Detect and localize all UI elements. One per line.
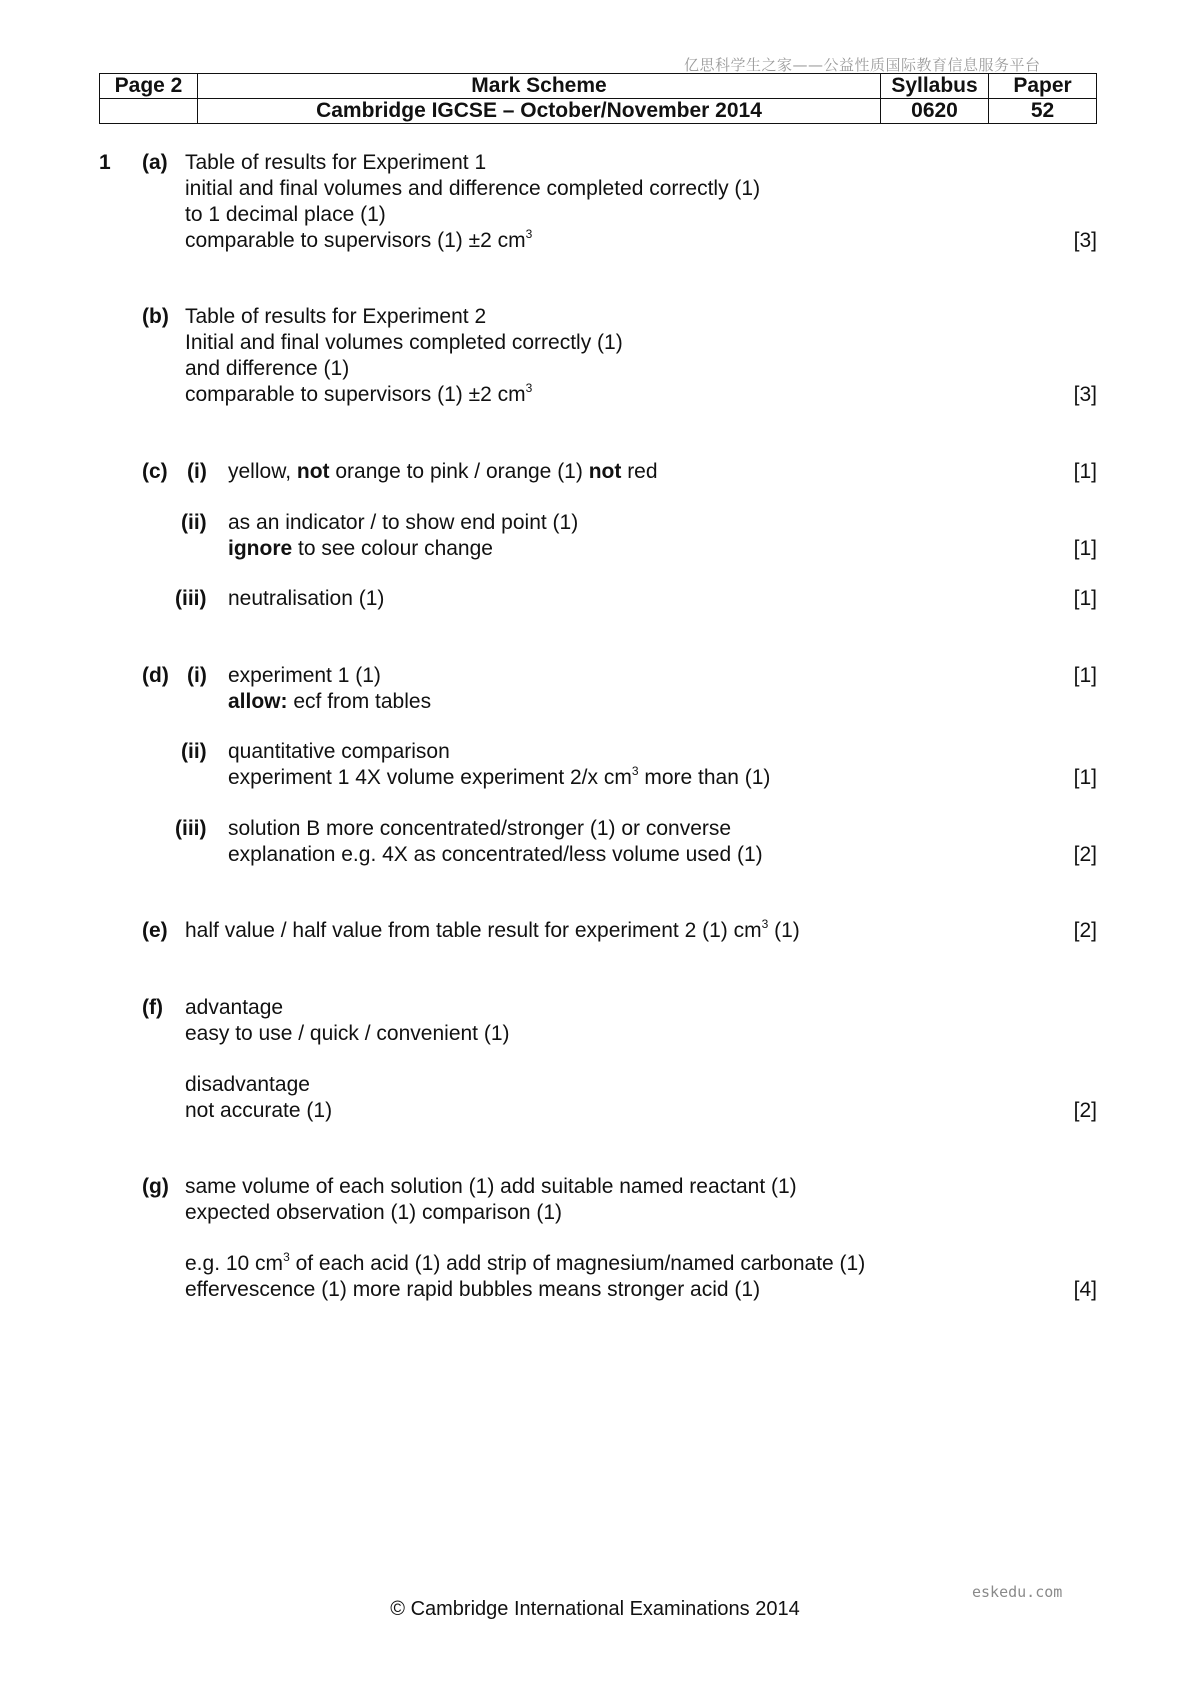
- part-d-ii-line: experiment 1 4X volume experiment 2/x $cm^3$ more than (1): [228, 764, 771, 789]
- part-f-mark: [2]: [1073, 1099, 1097, 1122]
- part-a-line: to 1 decimal place (1): [185, 203, 386, 226]
- copyright-footer: © Cambridge International Examinations 2014: [390, 1598, 800, 1620]
- part-c-ii-line: ignore to see colour change: [228, 537, 493, 560]
- part-d-iii-mark: [2]: [1073, 843, 1097, 866]
- part-a-label: (a): [142, 151, 168, 174]
- page-number: Page 2: [100, 74, 198, 99]
- watermark-top: 亿思科学生之家——公益性质国际教育信息服务平台: [684, 56, 1041, 74]
- part-d-ii-label: (ii): [181, 740, 207, 763]
- part-b-line: comparable to supervisors (1) ±2 $cm^3$: [185, 381, 533, 406]
- part-c-i-label: (i): [187, 460, 207, 483]
- header-table: [99, 73, 1097, 124]
- part-g-mark: [4]: [1073, 1278, 1097, 1301]
- part-b-mark: [3]: [1073, 383, 1097, 406]
- part-b-line: Table of results for Experiment 2: [185, 305, 487, 328]
- part-c-iii-mark: [1]: [1073, 587, 1097, 610]
- part-g-line: e.g. 10 $cm^3$ of each acid (1) add strip of magnesium/named carbonate (1): [185, 1250, 866, 1275]
- paper-label: Paper: [989, 74, 1097, 99]
- part-g-label: (g): [142, 1175, 169, 1198]
- part-g-line: same volume of each solution (1) add suitable named reactant (1): [185, 1175, 797, 1198]
- part-b-label: (b): [142, 305, 169, 328]
- part-d-i-mark: [1]: [1073, 664, 1097, 687]
- part-d-iii-line: solution B more concentrated/stronger (1) or converse: [228, 817, 732, 840]
- part-c-ii-label: (ii): [181, 511, 207, 534]
- part-e-mark: [2]: [1073, 919, 1097, 942]
- part-f-line: not accurate (1): [185, 1099, 333, 1122]
- part-d-ii-mark: [1]: [1073, 766, 1097, 789]
- part-c-i-mark: [1]: [1073, 460, 1097, 483]
- paper-number: 52: [989, 99, 1097, 124]
- part-g-line: effervescence (1) more rapid bubbles means stronger acid (1): [185, 1278, 761, 1301]
- part-e-line: half value / half value from table result for experiment 2 (1) $cm^3$ (1): [185, 917, 800, 942]
- part-d-iii-line: explanation e.g. 4X as concentrated/less volume used (1): [228, 843, 763, 866]
- part-c-i-text: yellow, not orange to pink / orange (1) not red: [228, 460, 658, 483]
- part-a-line: comparable to supervisors (1) ±2 $cm^3$: [185, 227, 533, 252]
- part-f-label: (f): [142, 996, 163, 1019]
- part-d-i-label: (i): [187, 664, 207, 687]
- part-f-line: advantage: [185, 996, 284, 1019]
- part-a-line: initial and final volumes and difference completed correctly (1): [185, 177, 761, 200]
- part-c-ii-mark: [1]: [1073, 537, 1097, 560]
- part-f-line: disadvantage: [185, 1073, 310, 1096]
- part-c-iii-label: (iii): [175, 587, 207, 610]
- part-c-label: (c): [142, 460, 168, 483]
- part-a-line: Table of results for Experiment 1: [185, 151, 487, 174]
- part-d-iii-label: (iii): [175, 817, 207, 840]
- part-b-line: and difference (1): [185, 357, 350, 380]
- part-d-i-line: allow: ecf from tables: [228, 690, 432, 713]
- part-d-i-line: experiment 1 (1): [228, 664, 381, 687]
- syllabus-label: Syllabus: [881, 74, 989, 99]
- part-d-label: (d): [142, 664, 169, 687]
- question-number: 1: [99, 151, 111, 174]
- part-d-ii-line: quantitative comparison: [228, 740, 450, 763]
- part-c-ii-line: as an indicator / to show end point (1): [228, 511, 579, 534]
- part-c-iii-line: neutralisation (1): [228, 587, 385, 610]
- part-f-line: easy to use / quick / convenient (1): [185, 1022, 510, 1045]
- part-a-mark: [3]: [1073, 229, 1097, 252]
- header-title: Mark Scheme: [198, 74, 881, 99]
- header-subtitle: Cambridge IGCSE – October/November 2014: [198, 99, 881, 124]
- part-e-label: (e): [142, 919, 168, 942]
- watermark-bottom: eskedu.com: [972, 1583, 1063, 1601]
- part-g-line: expected observation (1) comparison (1): [185, 1201, 563, 1224]
- syllabus-code: 0620: [881, 99, 989, 124]
- header-blank-cell: [100, 99, 198, 124]
- part-b-line: Initial and final volumes completed correctly (1): [185, 331, 623, 354]
